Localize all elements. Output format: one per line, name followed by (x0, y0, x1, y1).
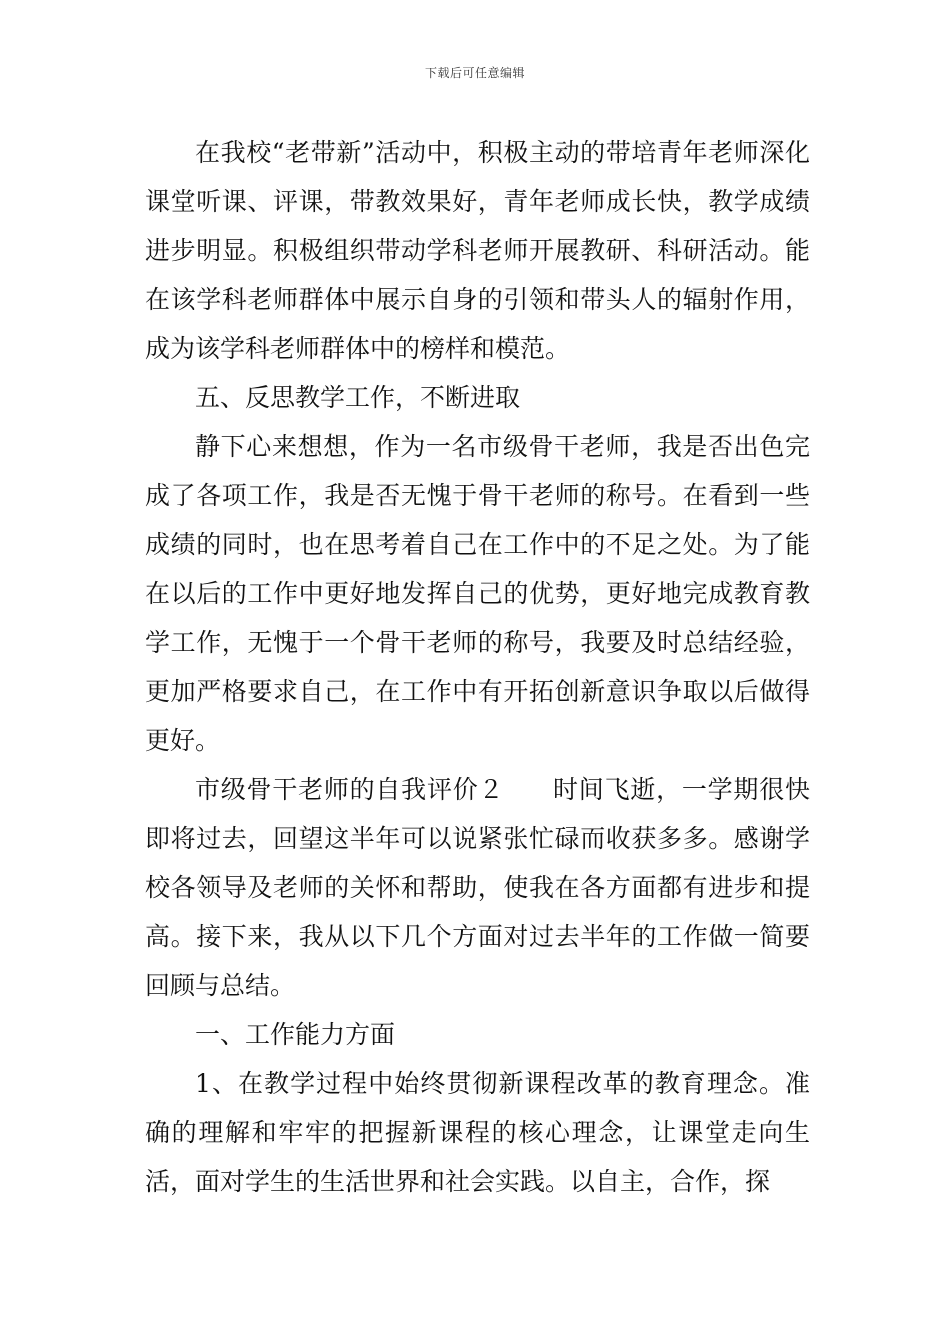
section-heading-reflection: 五、反思教学工作，不断进取 (195, 383, 521, 412)
document-body (145, 128, 810, 1206)
paragraph-mentoring: 在我校“老带新”活动中，积极主动的带培青年老师深化课堂听课、评课，带教效果好，青年老师成长快，教学成绩进步明显。积极组织带动学科老师开展教研、科研活动。能在该学科老师群体中展示自身的引领和带头人的辐射作用，成为该学科老师群体中的榜样和模范。 (145, 138, 810, 363)
paragraph-teaching-process: 1、在教学过程中始终贯彻新课程改革的教育理念。准确的理解和牢牢的把握新课程的核心理念，让课堂走向生活，面对学生的生活世界和社会实践。以自主，合作，探 (145, 1069, 810, 1196)
evaluation-title: 市级骨干老师的自我评价２ (195, 775, 505, 804)
section-heading-ability: 一、工作能力方面 (195, 1020, 396, 1049)
page-header-note: 下载后可任意编辑 (424, 66, 525, 80)
evaluation-intro-text: 时间飞逝，一学期很快即将过去，回望这半年可以说紧张忙碌而收获多多。感谢学校各领导及老师的关怀和帮助，使我在各方面都有进步和提高。接下来，我从以下几个方面对过去半年的工作做一简要回顾与总结。 (145, 775, 810, 1000)
paragraph-reflection: 静下心来想想，作为一名市级骨干老师，我是否出色完成了各项工作，我是否无愧于骨干老师的称号。在看到一些成绩的同时，也在思考着自己在工作中的不足之处。为了能在以后的工作中更好地发挥自己的优势，更好地完成教育教学工作，无愧于一个骨干老师的称号，我要及时总结经验，更加严格要求自己，在工作中有开拓创新意识争取以后做得更好。 (145, 432, 810, 755)
paragraph-evaluation-intro (145, 765, 810, 1010)
